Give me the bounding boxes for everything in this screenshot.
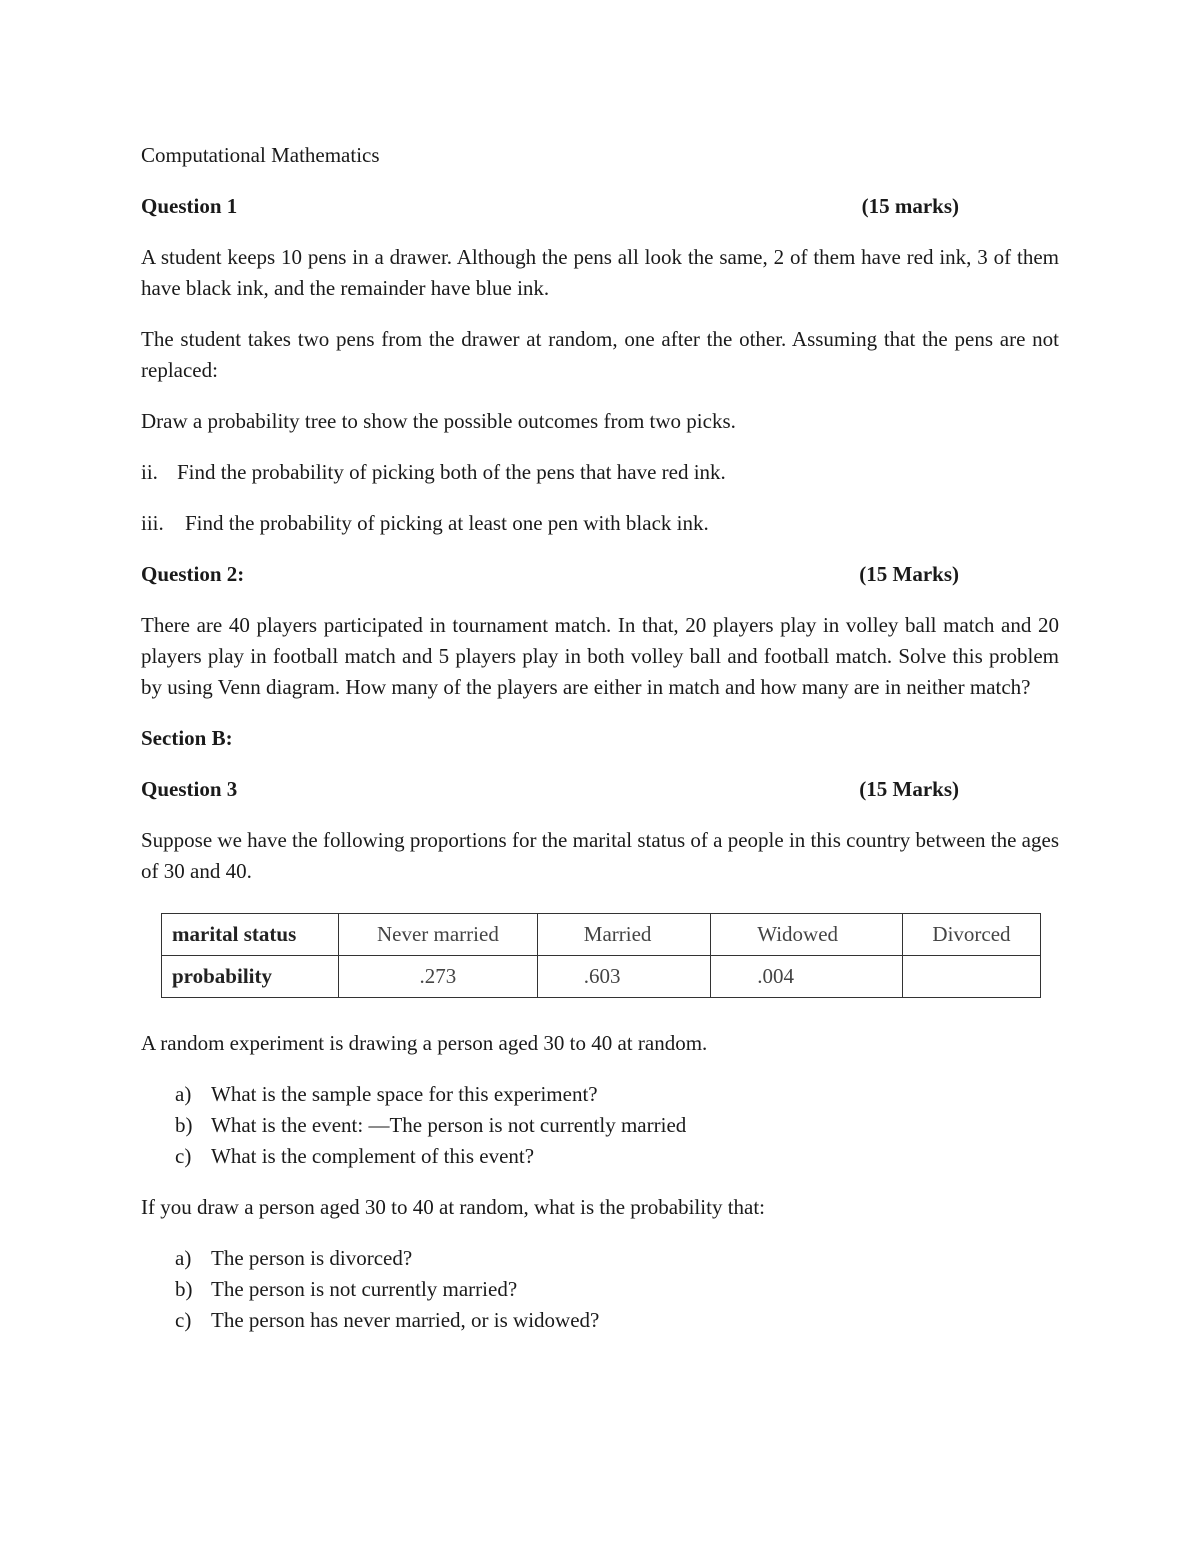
list-item-text: What is the sample space for this experiment? (211, 1082, 598, 1106)
item-text: Find the probability of picking at least one pen with black ink. (185, 511, 709, 535)
question-2-marks: (15 Marks) (859, 562, 959, 586)
document-title: Computational Mathematics (141, 143, 380, 167)
table-cell: Never married (339, 914, 538, 956)
list-item-label: c) (175, 1144, 192, 1168)
list-item-text: What is the event: —The person is not currently married (211, 1113, 687, 1137)
list-item-label: c) (175, 1308, 192, 1332)
question-3-header (141, 774, 1059, 805)
question-1-paragraph-2: The student takes two pens from the drawer at random, one after the other. Assuming that the pens are not replaced: (141, 327, 1059, 382)
table-cell (903, 956, 1041, 998)
table-cell: Married (537, 914, 710, 956)
question-3-heading: Question 3 (141, 777, 238, 801)
list-item-text: The person is not currently married? (211, 1277, 518, 1301)
item-number: ii. (141, 460, 158, 484)
list-item (175, 1079, 1059, 1110)
question-1-item (141, 457, 1059, 488)
table-cell: marital status (162, 914, 339, 956)
experiment-questions-list (141, 1079, 1059, 1172)
question-1-heading: Question 1 (141, 194, 238, 218)
table-row (162, 914, 1041, 956)
question-1-header (141, 191, 1059, 222)
table-cell: .273 (339, 956, 538, 998)
list-item (175, 1243, 1059, 1274)
table-cell: .004 (711, 956, 903, 998)
section-b-heading: Section B: (141, 726, 233, 750)
marital-status-table (161, 913, 1041, 998)
list-item (175, 1110, 1059, 1141)
probability-intro: If you draw a person aged 30 to 40 at random, what is the probability that: (141, 1195, 766, 1219)
list-item-label: a) (175, 1082, 192, 1106)
question-1-paragraph-1: A student keeps 10 pens in a drawer. Although the pens all look the same, 2 of them have red ink, 3 of them have black ink, and the remainder have blue ink. (141, 245, 1059, 300)
list-item-label: a) (175, 1246, 192, 1270)
list-item (175, 1274, 1059, 1305)
experiment-description: A random experiment is drawing a person aged 30 to 40 at random. (141, 1031, 708, 1055)
table-cell: Divorced (903, 914, 1041, 956)
table-cell: .603 (537, 956, 710, 998)
question-3-marks: (15 Marks) (859, 777, 959, 801)
question-2-header (141, 559, 1059, 590)
list-item-label: b) (175, 1113, 193, 1137)
question-1-item (141, 508, 1059, 539)
list-item-text: The person has never married, or is widowed? (211, 1308, 600, 1332)
list-item (175, 1305, 1059, 1336)
question-3-paragraph: Suppose we have the following proportions for the marital status of a people in this country between the ages of 30 and 40. (141, 828, 1059, 883)
probability-questions-list (141, 1243, 1059, 1336)
list-item (175, 1141, 1059, 1172)
item-number: iii. (141, 511, 164, 535)
list-item-text: The person is divorced? (211, 1246, 413, 1270)
question-2-heading: Question 2: (141, 562, 245, 586)
table-row (162, 956, 1041, 998)
table-cell: probability (162, 956, 339, 998)
list-item-text: What is the complement of this event? (211, 1144, 535, 1168)
item-text: Find the probability of picking both of the pens that have red ink. (177, 460, 726, 484)
table-cell: Widowed (711, 914, 903, 956)
list-item-label: b) (175, 1277, 193, 1301)
question-2-paragraph: There are 40 players participated in tournament match. In that, 20 players play in volley ball match and 20 players play in football match and 5 players play in both volley ball and football match. Solve this problem by using Venn diagram. How many of the players are either in match and how many are in neither match? (141, 613, 1059, 699)
question-1-paragraph-3: Draw a probability tree to show the possible outcomes from two picks. (141, 409, 736, 433)
question-1-marks: (15 marks) (861, 194, 959, 218)
document-page (141, 140, 1059, 1356)
marital-status-table-wrapper (161, 913, 1041, 998)
